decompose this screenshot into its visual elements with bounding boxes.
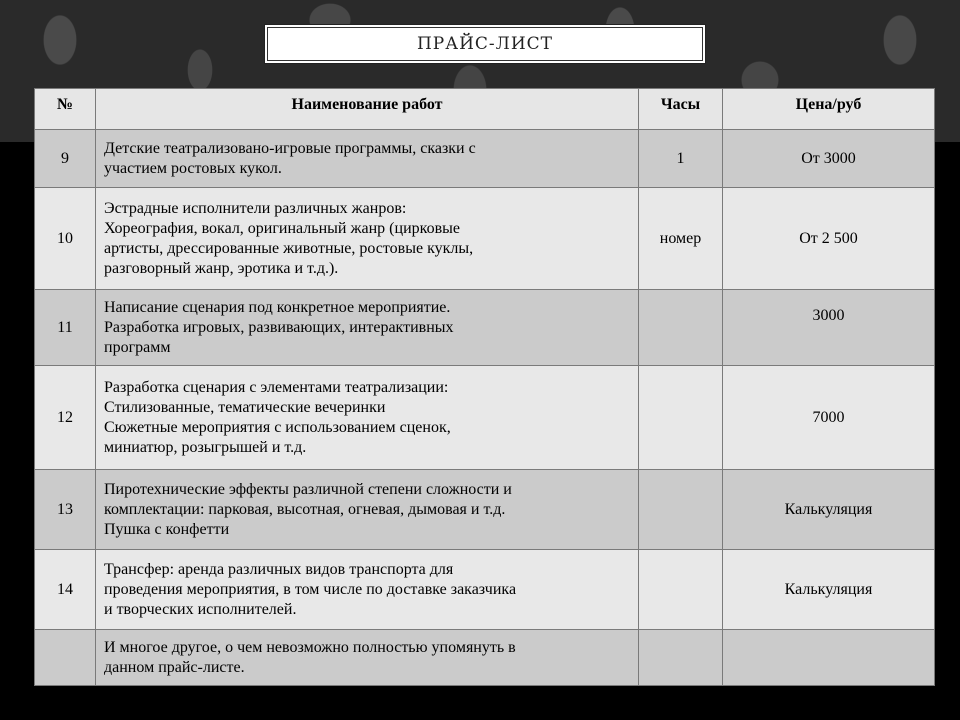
name-line: миниатюр, розыгрышей и т.д. bbox=[104, 438, 307, 456]
row-service-name bbox=[96, 130, 639, 188]
row-price: От 2 500 bbox=[723, 188, 935, 290]
name-line: программ bbox=[104, 338, 171, 356]
row-hours bbox=[639, 290, 723, 366]
name-line: И многое другое, о чем невозможно полностью упомянуть в bbox=[104, 638, 516, 656]
row-service-name bbox=[96, 366, 639, 470]
row-service-name bbox=[96, 290, 639, 366]
row-number: 12 bbox=[35, 366, 96, 470]
row-hours bbox=[639, 630, 723, 686]
price-table bbox=[34, 88, 935, 686]
name-line: данном прайс-листе. bbox=[104, 658, 245, 676]
row-service-name bbox=[96, 550, 639, 630]
name-line: проведения мероприятия, в том числе по доставке заказчика bbox=[104, 580, 517, 598]
name-line: Написание сценария под конкретное мероприятие. bbox=[104, 298, 451, 316]
row-service-name bbox=[96, 630, 639, 686]
row-price: От 3000 bbox=[723, 130, 935, 188]
name-line: Стилизованные, тематические вечеринки bbox=[104, 398, 386, 416]
row-number: 11 bbox=[35, 290, 96, 366]
row-price bbox=[723, 630, 935, 686]
row-hours: номер bbox=[639, 188, 723, 290]
row-service-name bbox=[96, 188, 639, 290]
name-line: Трансфер: аренда различных видов транспорта для bbox=[104, 560, 454, 578]
name-line: артисты, дрессированные животные, ростовые куклы, bbox=[104, 239, 474, 257]
name-line: Сюжетные мероприятия с использованием сценок, bbox=[104, 418, 451, 436]
name-line: участием ростовых кукол. bbox=[104, 159, 282, 177]
name-line: и творческих исполнителей. bbox=[104, 600, 297, 618]
table-row bbox=[35, 630, 935, 686]
name-line: комплектации: парковая, высотная, огневая, дымовая и т.д. bbox=[104, 500, 506, 518]
table-header-row bbox=[35, 89, 935, 130]
header-price: Цена/руб bbox=[723, 89, 935, 130]
name-line: Детские театрализовано-игровые программы, сказки с bbox=[104, 139, 476, 157]
name-line: Разработка сценария с элементами театрализации: bbox=[104, 378, 449, 396]
table-row bbox=[35, 366, 935, 470]
name-line: Эстрадные исполнители различных жанров: bbox=[104, 199, 407, 217]
row-price: 7000 bbox=[723, 366, 935, 470]
row-number bbox=[35, 630, 96, 686]
name-line: Пушка с конфетти bbox=[104, 520, 230, 538]
name-line: Разработка игровых, развивающих, интерактивных bbox=[104, 318, 454, 336]
row-number: 14 bbox=[35, 550, 96, 630]
table-row bbox=[35, 130, 935, 188]
row-price: Калькуляция bbox=[723, 470, 935, 550]
row-service-name bbox=[96, 470, 639, 550]
name-line: Хореография, вокал, оригинальный жанр (цирковые bbox=[104, 219, 460, 237]
header-number: № bbox=[35, 89, 96, 130]
row-hours bbox=[639, 470, 723, 550]
page-title: ПРАЙС-ЛИСТ bbox=[264, 24, 706, 64]
row-number: 10 bbox=[35, 188, 96, 290]
table-row bbox=[35, 550, 935, 630]
table-row bbox=[35, 290, 935, 366]
row-price: 3000 bbox=[723, 290, 935, 366]
name-line: Пиротехнические эффекты различной степени сложности и bbox=[104, 480, 512, 498]
name-line: разговорный жанр, эротика и т.д.). bbox=[104, 259, 339, 277]
row-hours bbox=[639, 366, 723, 470]
header-hours: Часы bbox=[639, 89, 723, 130]
row-number: 9 bbox=[35, 130, 96, 188]
table-row bbox=[35, 470, 935, 550]
row-number: 13 bbox=[35, 470, 96, 550]
table-row bbox=[35, 188, 935, 290]
header-service-name: Наименование работ bbox=[96, 89, 639, 130]
row-hours: 1 bbox=[639, 130, 723, 188]
row-hours bbox=[639, 550, 723, 630]
row-price: Калькуляция bbox=[723, 550, 935, 630]
